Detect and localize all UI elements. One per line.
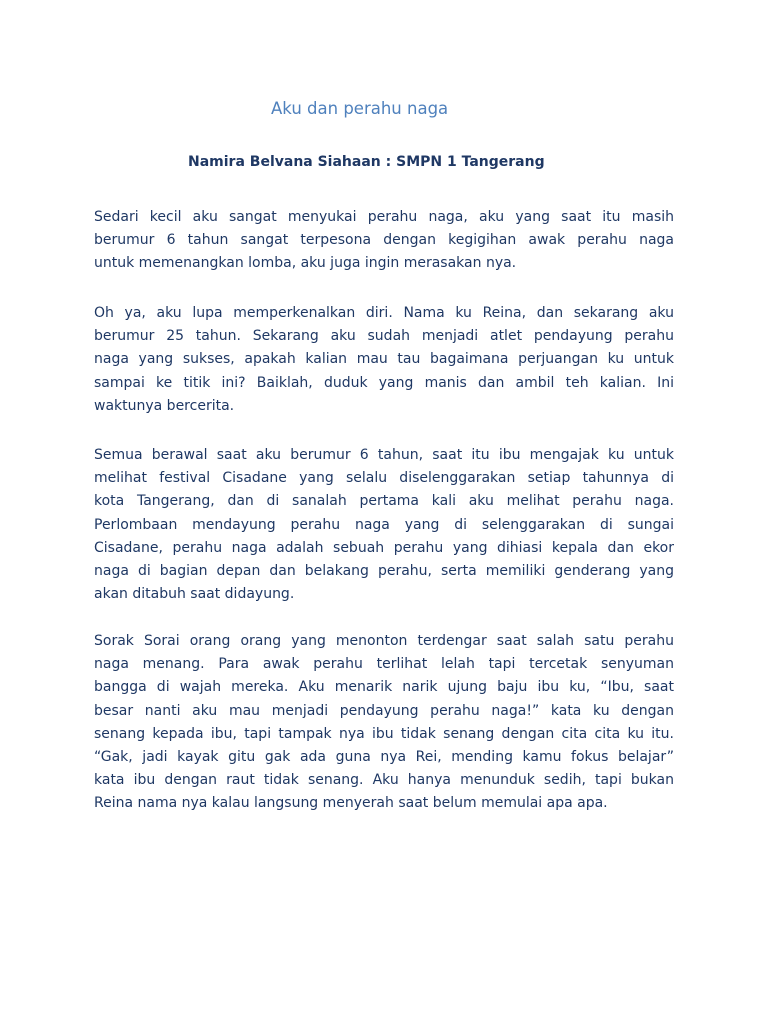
paragraph-line: senang kepada ibu, tapi tampak nya ibu tidak senang dengan cita cita ku itu. (94, 725, 674, 742)
paragraph-line: Sorak Sorai orang orang yang menonton terdengar saat salah satu perahu (94, 633, 674, 649)
paragraph-line: Semua berawal saat aku berumur 6 tahun, saat itu ibu mengajak ku untuk (94, 447, 674, 463)
paragraph-line: naga yang sukses, apakah kalian mau tau bagaimana perjuangan ku untuk (94, 351, 674, 368)
paragraph-line: “Gak, jadi kayak gitu gak ada guna nya Rei, mending kamu fokus belajar” (94, 749, 674, 766)
paragraph-1 (94, 206, 674, 276)
paragraph-line: melihat festival Cisadane yang selalu diselenggarakan setiap tahunnya di (94, 470, 674, 487)
paragraph-line: kota Tangerang, dan di sanalah pertama kali aku melihat perahu naga. (94, 493, 674, 510)
paragraph-line: bangga di wajah mereka. Aku menarik narik ujung baju ibu ku, “Ibu, saat (94, 679, 674, 696)
paragraph-3 (94, 444, 674, 606)
paragraph-line: akan ditabuh saat didayung. (94, 586, 295, 603)
paragraph-line: berumur 25 tahun. Sekarang aku sudah menjadi atlet pendayung perahu (94, 328, 674, 345)
paragraph-line: berumur 6 tahun sangat terpesona dengan kegigihan awak perahu naga (94, 232, 674, 249)
paragraph-line: waktunya bercerita. (94, 397, 235, 414)
paragraph-line: Sedari kecil aku sangat menyukai perahu naga, aku yang saat itu masih (94, 209, 674, 225)
paragraph-line: besar nanti aku mau menjadi pendayung perahu naga!” kata ku dengan (94, 702, 674, 719)
paragraph-4 (94, 630, 674, 816)
paragraph-line: kata ibu dengan raut tidak senang. Aku hanya menunduk sedih, tapi bukan (94, 772, 674, 789)
paragraph-line: untuk memenangkan lomba, aku juga ingin merasakan nya. (94, 255, 517, 272)
paragraph-line: Cisadane, perahu naga adalah sebuah perahu yang dihiasi kepala dan ekor (94, 539, 674, 556)
author-line: Namira Belvana Siahaan : SMPN 1 Tangerang (188, 154, 545, 170)
document-title: Aku dan perahu naga (271, 99, 449, 118)
paragraph-line: Oh ya, aku lupa memperkenalkan diri. Nama ku Reina, dan sekarang aku (94, 305, 674, 321)
paragraph-2 (94, 302, 674, 418)
paragraph-line: Reina nama nya kalau langsung menyerah saat belum memulai apa apa. (94, 795, 608, 812)
paragraph-line: naga di bagian depan dan belakang perahu, serta memiliki genderang yang (94, 563, 674, 580)
paragraph-line: sampai ke titik ini? Baiklah, duduk yang manis dan ambil teh kalian. Ini (94, 374, 674, 391)
paragraph-line: naga menang. Para awak perahu terlihat lelah tapi tercetak senyuman (94, 656, 674, 673)
paragraph-line: Perlombaan mendayung perahu naga yang di selenggarakan di sungai (94, 516, 674, 533)
